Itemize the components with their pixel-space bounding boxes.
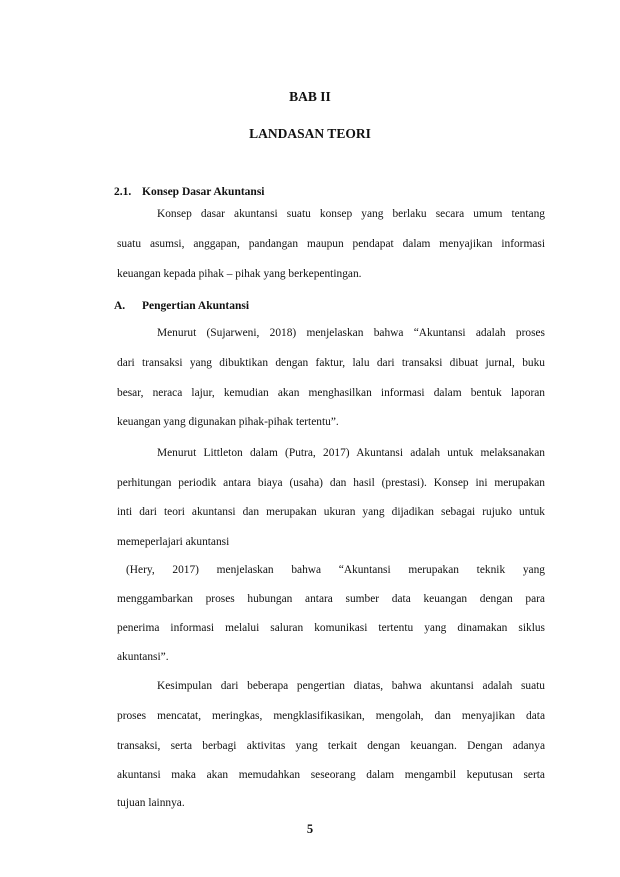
page-number: 5 (306, 822, 314, 836)
paragraph-line: suatu asumsi, anggapan, pandangan maupun pendapat dalam menyajikan informasi (117, 238, 545, 250)
paragraph-line: penerima informasi melalui saluran komunikasi tertentu yang dinamakan siklus (117, 622, 545, 634)
paragraph-line: menggambarkan proses hubungan antara sumber data keuangan dengan para (117, 593, 545, 605)
section-title: Konsep Dasar Akuntansi (142, 186, 265, 198)
paragraph-line: (Hery, 2017) menjelaskan bahwa “Akuntansi merupakan teknik yang (126, 564, 545, 576)
paragraph-line: Menurut (Sujarweni, 2018) menjelaskan bahwa “Akuntansi adalah proses (157, 327, 545, 339)
paragraph-line: tujuan lainnya. (117, 797, 185, 809)
paragraph-line: keuangan yang digunakan pihak-pihak tertentu”. (117, 416, 339, 428)
paragraph-line: keuangan kepada pihak – pihak yang berkepentingan. (117, 268, 362, 280)
paragraph-line: Menurut Littleton dalam (Putra, 2017) Akuntansi adalah untuk melaksanakan (157, 447, 545, 459)
paragraph-line: akuntansi”. (117, 651, 169, 663)
paragraph-line: akuntansi maka akan memudahkan seseorang dalam mengambil keputusan serta (117, 769, 545, 781)
paragraph-line: besar, neraca lajur, kemudian akan menghasilkan informasi dalam bentuk laporan (117, 387, 545, 399)
paragraph-line: memeperlajari akuntansi (117, 536, 230, 548)
paragraph-line: Kesimpulan dari beberapa pengertian diatas, bahwa akuntansi adalah suatu (157, 680, 545, 692)
subsection-number: A. (114, 300, 126, 312)
section-number: 2.1. (114, 186, 132, 198)
paragraph-line: dari transaksi yang dibuktikan dengan faktur, lalu dari transaksi dibuat jurnal, buku (117, 357, 545, 369)
paragraph-line: inti dari teori akuntansi dan merupakan ukuran yang dijadikan sebagai rujuko untuk (117, 506, 545, 518)
paragraph-line: Konsep dasar akuntansi suatu konsep yang berlaku secara umum tentang (157, 208, 545, 220)
chapter-heading: BAB II (289, 89, 331, 104)
paragraph-line: transaksi, serta berbagi aktivitas yang terkait dengan keuangan. Dengan adanya (117, 740, 545, 752)
paragraph-line: proses mencatat, meringkas, mengklasifikasikan, mengolah, dan menyajikan data (117, 710, 545, 722)
subsection-title: Pengertian Akuntansi (142, 300, 250, 312)
paragraph-line: perhitungan periodik antara biaya (usaha) dan hasil (prestasi). Konsep ini merupakan (117, 477, 545, 489)
chapter-title: LANDASAN TEORI (249, 126, 371, 141)
